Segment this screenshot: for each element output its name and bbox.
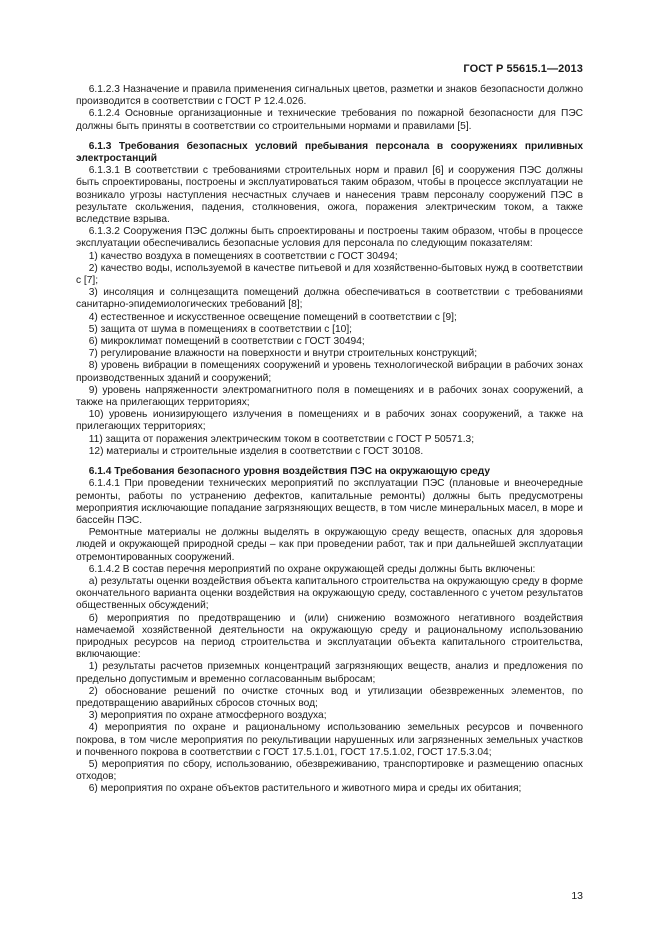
list-item: 10) уровень ионизирующего излучения в помещениях и в рабочих зонах сооружений, а также на прилегающих территориях; [76,409,583,433]
list-item: 5) защита от шума в помещениях в соответствии с [10]; [88,323,353,335]
list-item: 6) мероприятия по охране объектов растительного и животного мира и среды их обитания; [88,783,522,795]
section-heading: 6.1.4 Требования безопасного уровня воздействия ПЭС на окружающую среду [88,466,491,478]
list-item: 12) материалы и строительные изделия в соответствии с ГОСТ 30108. [88,445,424,457]
paragraph: 6.1.3.1 В соответствии с требованиями строительных норм и правил [6] и сооружения ПЭС должны быть спроектированы, построены и эксплуатироваться таким образом, чтобы в процессе эксплуатации не возникало угрозы наступления несчастных случаев и нанесения травм персоналу сооружений ПЭС в результате скольжения, падения, столкновения, ожога, поражения электрическим током, а также вследствие взрыва. [76,165,583,226]
list-item: 11) защита от поражения электрическим током в соответствии с ГОСТ Р 50571.3; [88,433,475,445]
document-code: ГОСТ Р 55615.1—2013 [463,63,583,75]
list-item: 1) качество воздуха в помещениях в соответствии с ГОСТ 30494; [88,250,398,262]
list-item: 3) инсоляция и солнцезащита помещений должна обеспечиваться в соответствии с требованиями санитарно-эпидемиологических требований [8]; [76,287,583,311]
page-content [76,84,583,796]
section-heading: 6.1.3 Требования безопасных условий пребывания персонала в сооружениях приливных электростанций [76,140,583,165]
list-item: 7) регулирование влажности на поверхности и внутри строительных конструкций; [88,348,478,360]
list-item: б) мероприятия по предотвращению и (или) снижению возможного негативного воздействия намечаемой хозяйственной деятельности на окружающую среду и рациональному использованию природных ресурсов на период строительства и эксплуатации объекта капитального строительства, включающие: [76,612,583,661]
list-item: 3) мероприятия по охране атмосферного воздуха; [88,710,327,722]
paragraph: 6.1.3.2 Сооружения ПЭС должны быть спроектированы и построены таким образом, чтобы в процессе эксплуатации обеспечивались безопасные условия для персонала по следующим показателям: [76,226,583,250]
section-gap [76,133,583,141]
section-gap [76,458,583,466]
document-page [76,0,583,936]
list-item: а) результаты оценки воздействия объекта капитального строительства на окружающую среду в форме окончательного варианта оценки воздействия на окружающую среду, составленного с учетом результатов общественных обсуждений; [76,575,583,612]
list-item: 1) результаты расчетов приземных концентраций загрязняющих веществ, анализ и предложения по предельно допустимым и временно согласованным выбросам; [76,661,583,685]
list-item: 2) качество воды, используемой в качестве питьевой и для хозяйственно-бытовых нужд в соответствии с [7]; [76,262,583,287]
paragraph: 6.1.2.3 Назначение и правила применения сигнальных цветов, разметки и знаков безопасности должно производится в соответствии с ГОСТ Р 12.4.026. [76,84,583,108]
paragraph: Ремонтные материалы не должны выделять в окружающую среду веществ, опасных для здоровья людей и окружающей природной среды – как при проведении работ, так и при дальнейшей эксплуатации отремонтированных сооружений. [76,527,583,563]
paragraph: 6.1.2.4 Основные организационные и технические требования по пожарной безопасности для ПЭС должны быть приняты в соответствии со строительными нормами и правилами [5]. [76,108,583,132]
list-item: 2) обоснование решений по очистке сточных вод и утилизации обезвреженных элементов, по предотвращению аварийных сбросов сточных вод; [76,685,583,709]
list-item: 9) уровень напряженности электромагнитного поля в помещениях и в рабочих зонах сооружений, а также на прилегающих территориях; [76,384,583,409]
list-item: 4) естественное и искусственное освещение помещений в соответствии с [9]; [88,311,457,323]
list-item: 6) микроклимат помещений в соответствии с ГОСТ 30494; [88,336,365,348]
paragraph: 6.1.4.2 В состав перечня мероприятий по охране окружающей среды должны быть включены: [88,563,536,575]
list-item: 4) мероприятия по охране и рациональному использованию земельных ресурсов и почвенного покрова, в том числе мероприятия по рекультивации нарушенных или загрязненных земельных участков и почвенного покрова в соответствии с ГОСТ 17.5.1.01, ГОСТ 17.5.1.02, ГОСТ 17.5.3.04; [76,722,583,758]
page-number: 13 [571,890,583,902]
list-item: 5) мероприятия по сбору, использованию, обезвреживанию, транспортировке и размещению опасных отходов; [76,758,583,783]
paragraph: 6.1.4.1 При проведении технических мероприятий по эксплуатации ПЭС (плановые и внеочередные ремонты, работы по устранению дефектов, капитальные ремонты) должны быть предусмотрены мероприятия исключающие попадание загрязняющих веществ, в том числе минеральных масел, в море и бассейн ПЭС. [76,478,583,526]
list-item: 8) уровень вибрации в помещениях сооружений и уровень технологической вибрации в рабочих зонах производственных зданий и сооружений; [76,360,583,384]
